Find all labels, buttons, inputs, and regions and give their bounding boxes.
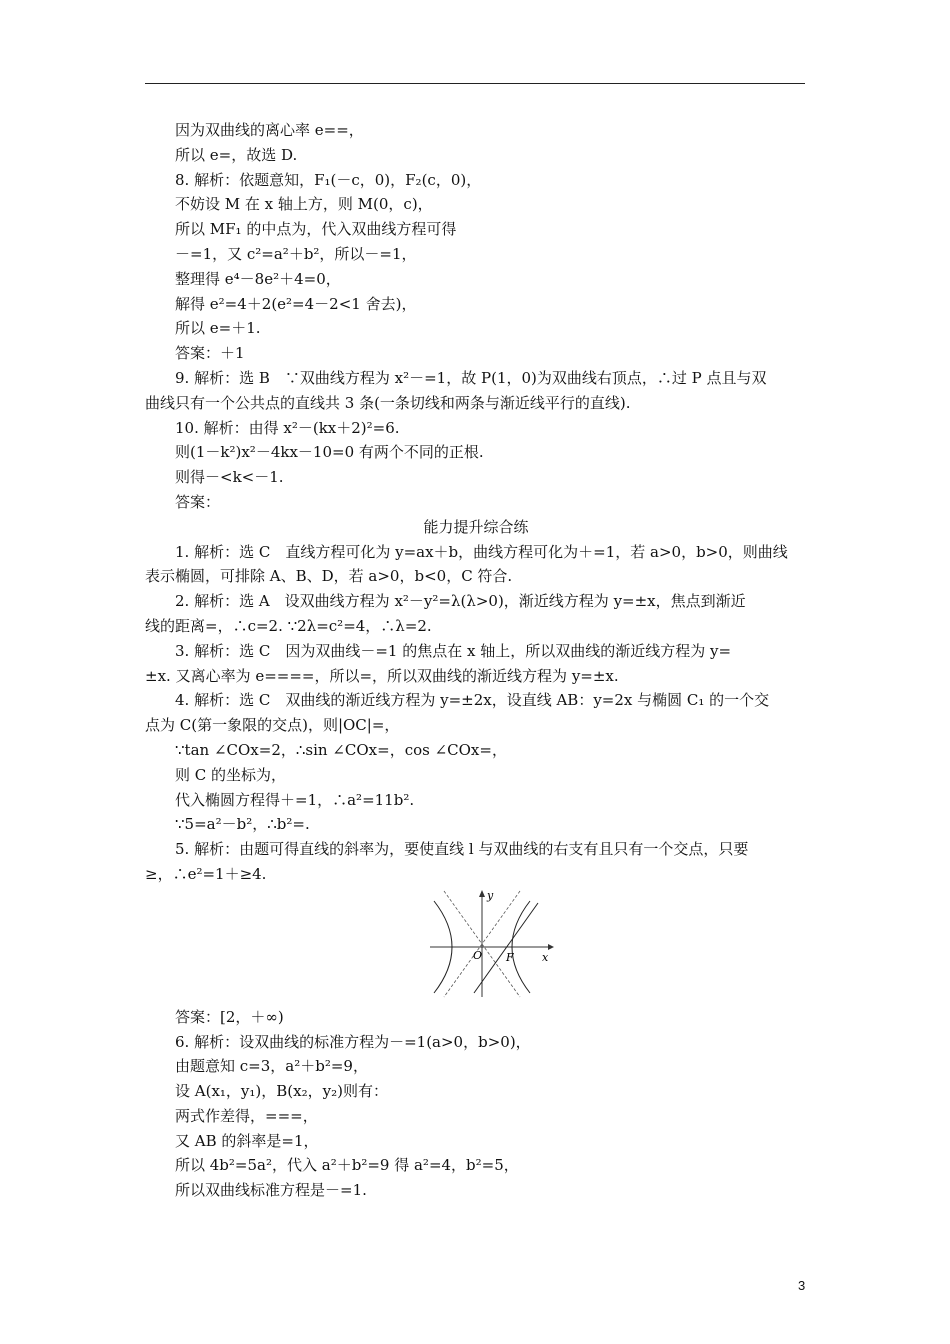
text-line: ≥，∴e²=1＋≥4.: [145, 864, 267, 883]
text-line: 所以双曲线标准方程是－=1.: [175, 1181, 367, 1200]
text-line: 整理得 e⁴－8e²＋4=0，: [175, 269, 341, 288]
text-line: 10. 解析：由得 x²－(kx＋2)²=6.: [175, 418, 400, 437]
text-line: 则 C 的坐标为，: [175, 765, 287, 784]
y-label: y: [487, 888, 494, 902]
text-line: 2. 解析：选 A 设双曲线方程为 x²－y²=λ(λ>0)，渐近线方程为 y=±x，焦点到渐近: [175, 592, 746, 611]
text-line: ∵5=a²－b²，∴b²=.: [175, 815, 310, 834]
text-line: 所以 e=＋1.: [175, 319, 261, 338]
text-line: 9. 解析：选 B ∵双曲线方程为 x²－=1，故 P(1，0)为双曲线右顶点，∴过 P 点且与双: [175, 368, 767, 387]
section-heading: 能力提升综合练: [423, 517, 529, 536]
focus-label: F: [506, 950, 514, 964]
x-axis-arrow: [548, 944, 554, 950]
text-line: 6. 解析：设双曲线的标准方程为－=1(a>0，b>0)，: [175, 1032, 531, 1051]
text-line: 答案：: [175, 492, 221, 511]
text-line: 曲线只有一个公共点的直线共 3 条(一条切线和两条与渐近线平行的直线).: [145, 393, 631, 412]
text-line: 点为 C(第一象限的交点)，则|OC|=，: [145, 716, 400, 735]
text-line: 表示椭圆，可排除 A、B、D，若 a>0，b<0，C 符合.: [145, 567, 513, 586]
x-label: x: [542, 950, 549, 964]
page-number: 3: [798, 1278, 806, 1293]
text-line: 8. 解析：依题意知，F₁(－c，0)，F₂(c，0)，: [175, 170, 482, 189]
text-line: 4. 解析：选 C 双曲线的渐近线方程为 y=±2x，设直线 AB：y=2x 与椭圆 C₁ 的一个交: [175, 691, 770, 710]
text-line: 答案：[2，＋∞): [175, 1007, 284, 1026]
line-l: [474, 903, 538, 993]
hyperbola-figure: [145, 889, 807, 1001]
text-line: 答案：＋1: [175, 344, 245, 363]
text-line: 解得 e²=4＋2(e²=4－2<1 舍去)，: [175, 294, 417, 313]
text-line: 则(1－k²)x²－4kx－10=0 有两个不同的正根.: [175, 443, 484, 462]
text-line: 不妨设 M 在 x 轴上方，则 M(0，c)，: [175, 195, 433, 214]
text-line: 则得－<k<－1.: [175, 468, 284, 487]
text-line: 所以 4b²=5a²，代入 a²＋b²=9 得 a²=4，b²=5，: [175, 1156, 519, 1175]
text-line: 因为双曲线的离心率 e==，: [175, 121, 364, 139]
text-line: 线的距离=，∴c=2. ∵2λ=c²=4，∴λ=2.: [145, 616, 432, 635]
origin-label: O: [473, 948, 483, 962]
text-line: 所以 e=，故选 D.: [175, 145, 298, 164]
text-line: 所以 MF₁ 的中点为，代入双曲线方程可得: [175, 220, 457, 239]
text-line: 由题意知 c=3，a²＋b²=9，: [175, 1057, 368, 1076]
text-line: 又 AB 的斜率是=1，: [175, 1131, 319, 1150]
text-line: 代入椭圆方程得＋=1，∴a²=11b².: [175, 790, 415, 809]
text-line: 两式作差得，===，: [175, 1106, 318, 1125]
y-axis-arrow: [479, 890, 485, 897]
text-line: 设 A(x₁，y₁)，B(x₂，y₂)则有：: [175, 1082, 388, 1101]
text-line: －=1，又 c²=a²＋b²，所以－=1，: [175, 244, 417, 263]
text-line: ∵tan ∠COx=2，∴sin ∠COx=，cos ∠COx=，: [175, 740, 507, 759]
document-body: [145, 118, 807, 1203]
text-line: ±x. 又离心率为 e====，所以=，所以双曲线的渐近线方程为 y=±x.: [145, 666, 619, 685]
text-line: 5. 解析：由题可得直线的斜率为，要使直线 l 与双曲线的右支有且只有一个交点，只要: [175, 840, 749, 859]
hyperbola-diagram: [430, 889, 560, 999]
text-line: 3. 解析：选 C 因为双曲线－=1 的焦点在 x 轴上，所以双曲线的渐近线方程为 y=: [175, 641, 732, 660]
text-line: 1. 解析：选 C 直线方程可化为 y=ax＋b，曲线方程可化为＋=1，若 a>0，b>0，则曲线: [175, 542, 788, 561]
header-rule: [145, 83, 805, 84]
